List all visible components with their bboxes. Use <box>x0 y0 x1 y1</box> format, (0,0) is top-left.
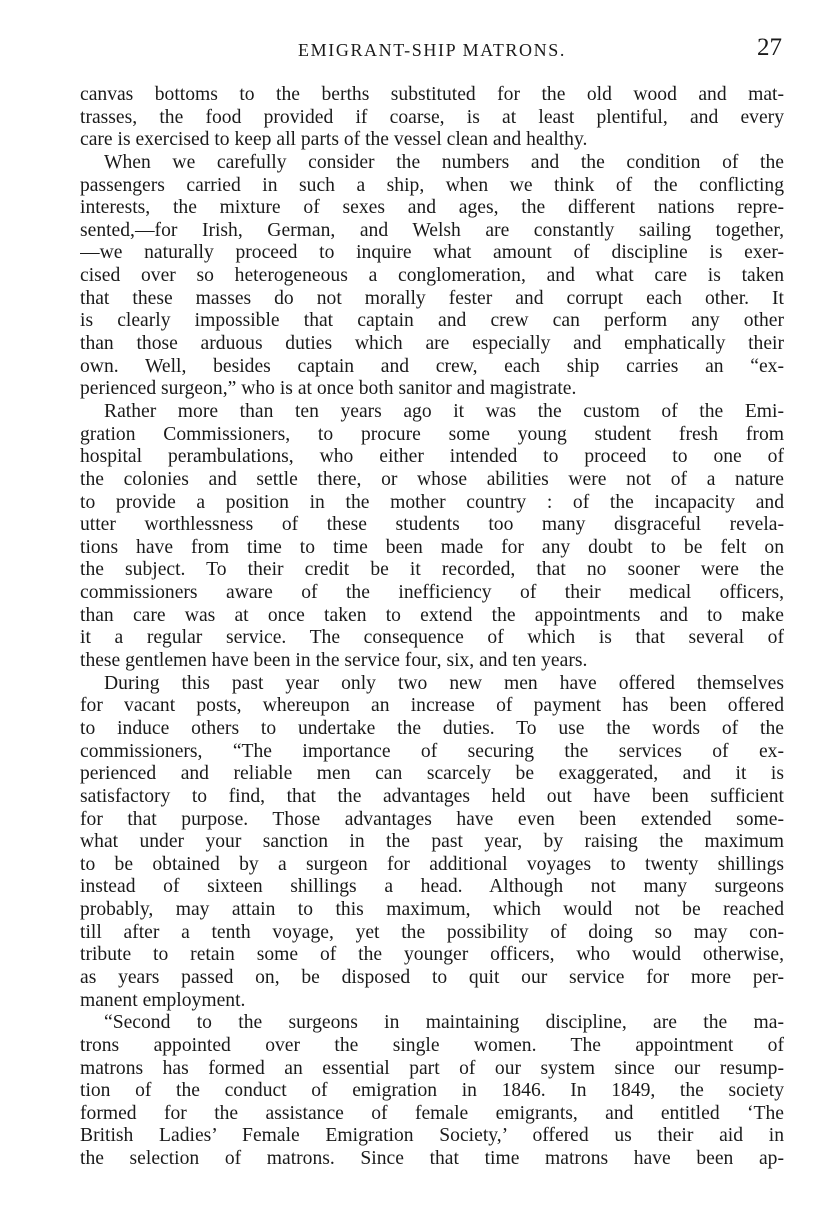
text-line: to be obtained by a surgeon for additional voyages to twenty shillings <box>80 853 784 875</box>
text-line: to provide a position in the mother country : of the incapacity and <box>80 491 784 513</box>
text-line: is clearly impossible that captain and crew can perform any other <box>80 310 784 332</box>
text-line: commissioners aware of the inefficiency of their medical officers, <box>80 582 784 604</box>
text-line: hospital perambulations, who either intended to proceed to one of <box>80 446 784 468</box>
text-line: passengers carried in such a ship, when we think of the conflicting <box>80 174 784 196</box>
text-line: for that purpose. Those advantages have even been extended some- <box>80 808 784 830</box>
text-line: formed for the assistance of female emigrants, and entitled ‘The <box>80 1102 784 1124</box>
text-line: trasses, the food provided if coarse, is at least plentiful, and every <box>80 106 784 128</box>
text-line: than those arduous duties which are especially and emphatically their <box>80 333 784 355</box>
text-line: When we carefully consider the numbers and the condition of the <box>104 151 784 173</box>
text-line: the subject. To their credit be it recorded, that no sooner were the <box>80 559 784 581</box>
text-line: to induce others to undertake the duties. To use the words of the <box>80 717 784 739</box>
running-head: EMIGRANT-SHIP MATRONS. <box>298 40 566 60</box>
text-line: than care was at once taken to extend the appointments and to make <box>80 604 784 626</box>
text-line: “Second to the surgeons in maintaining discipline, are the ma- <box>104 1012 784 1034</box>
text-line: perienced surgeon,” who is at once both sanitor and magistrate. <box>80 378 577 400</box>
text-line: During this past year only two new men have offered themselves <box>104 672 784 694</box>
text-line: as years passed on, be disposed to quit our service for more per- <box>80 966 784 988</box>
text-line: gration Commissioners, to procure some young student fresh from <box>80 423 784 445</box>
text-line: sented,—for Irish, German, and Welsh are constantly sailing together, <box>80 219 784 241</box>
text-line: that these masses do not morally fester and corrupt each other. It <box>80 287 784 309</box>
text-line: own. Well, besides captain and crew, each ship carries an “ex- <box>80 355 784 377</box>
text-line: tions have from time to time been made for any doubt to be felt on <box>80 536 784 558</box>
text-line: it a regular service. The consequence of which is that several of <box>80 627 784 649</box>
page-number: 27 <box>757 34 782 61</box>
text-line: the colonies and settle there, or whose abilities were not of a nature <box>80 468 784 490</box>
text-line: for vacant posts, whereupon an increase of payment has been offered <box>80 695 784 717</box>
text-line: care is exercised to keep all parts of the vessel clean and healthy. <box>80 129 588 151</box>
text-line: —we naturally proceed to inquire what amount of discipline is exer- <box>80 242 784 264</box>
text-line: till after a tenth voyage, yet the possibility of doing so may con- <box>80 921 784 943</box>
text-line: perienced and reliable men can scarcely be exaggerated, and it is <box>80 763 784 785</box>
text-line: Rather more than ten years ago it was the custom of the Emi- <box>104 400 784 422</box>
text-line: probably, may attain to this maximum, which would not be reached <box>80 899 784 921</box>
text-line: commissioners, “The importance of securing the services of ex- <box>80 740 784 762</box>
text-line: trons appointed over the single women. The appointment of <box>80 1034 784 1056</box>
text-line: satisfactory to find, that the advantages held out have been sufficient <box>80 785 784 807</box>
text-line: utter worthlessness of these students too many disgraceful revela- <box>80 514 784 536</box>
text-line: interests, the mixture of sexes and ages, the different nations repre- <box>80 197 784 219</box>
text-line: tion of the conduct of emigration in 1846. In 1849, the society <box>80 1080 784 1102</box>
body-text <box>80 84 784 1171</box>
text-line: British Ladies’ Female Emigration Society,’ offered us their aid in <box>80 1125 784 1147</box>
text-line: manent employment. <box>80 989 246 1011</box>
text-line: what under your sanction in the past year, by raising the maximum <box>80 831 784 853</box>
text-line: tribute to retain some of the younger officers, who would otherwise, <box>80 944 784 966</box>
page-header <box>80 34 784 68</box>
text-line: instead of sixteen shillings a head. Although not many surgeons <box>80 876 784 898</box>
text-line: these gentlemen have been in the service four, six, and ten years. <box>80 650 588 672</box>
text-line: the selection of matrons. Since that time matrons have been ap- <box>80 1148 784 1170</box>
text-line: canvas bottoms to the berths substituted for the old wood and mat- <box>80 84 784 105</box>
text-line: matrons has formed an essential part of our system since our resump- <box>80 1057 784 1079</box>
text-line: cised over so heterogeneous a conglomeration, and what care is taken <box>80 265 784 287</box>
